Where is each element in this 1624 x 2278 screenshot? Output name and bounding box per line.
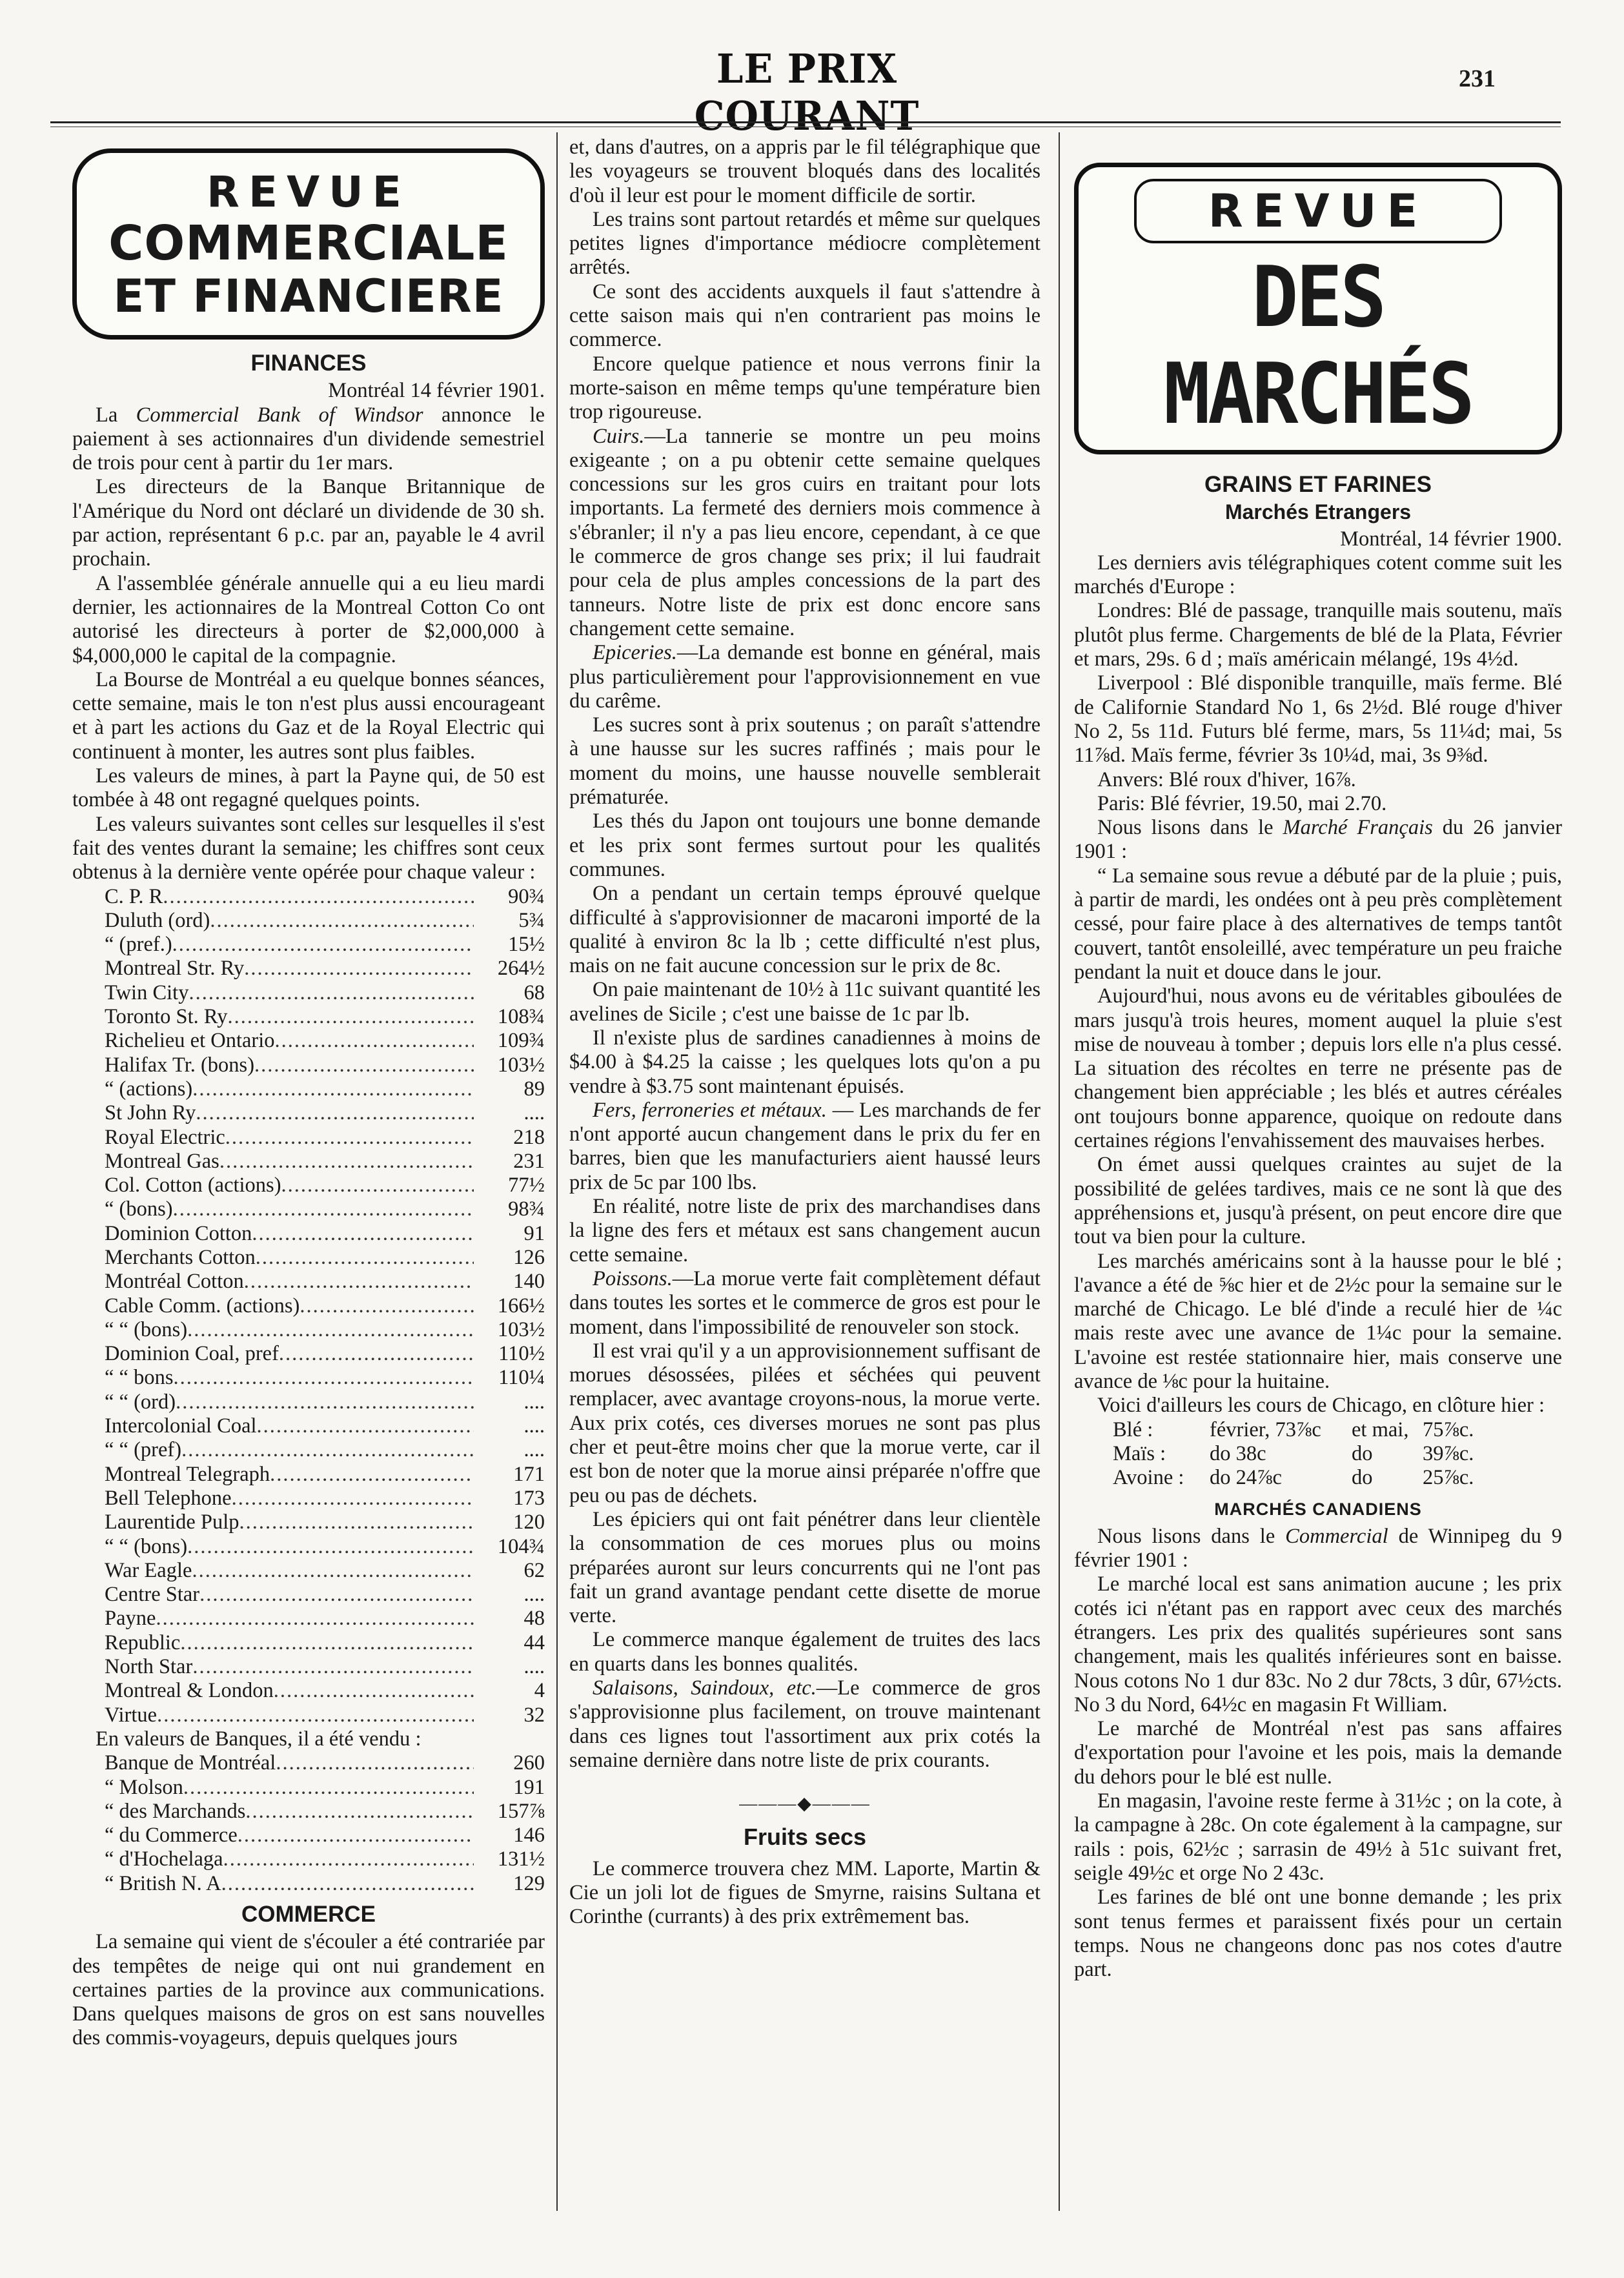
leader-dots	[172, 933, 474, 957]
leader-dots	[163, 885, 474, 909]
list-item	[105, 1414, 545, 1438]
item-value: 32	[523, 1703, 545, 1727]
item-value: 91	[523, 1221, 545, 1245]
column-1	[72, 136, 545, 2051]
leader-dots	[244, 957, 474, 981]
list-item	[105, 1174, 545, 1197]
item-value: 191	[513, 1775, 545, 1799]
paragraph: Les marchés américains sont à la hausse pour le blé ; l'avance a été de ⅝c hier et de 2½c pour la semaine sur le marché de Chicago. Le blé d'inde a reculé hier de ¼c mais reste avec une avance de 1¼c pour la semaine. L'avoine est restée stationnaire hier, mais conserve une avance de ⅛c pour la huitaine.	[1074, 1249, 1562, 1393]
list-item	[105, 1270, 545, 1294]
banner-line-2: COMMERCIALE	[108, 216, 509, 271]
leader-dots	[257, 1414, 474, 1438]
item-name: Laurentide Pulp	[105, 1510, 239, 1534]
section-divider: ———◆———	[739, 1794, 871, 1815]
item-name: Duluth (ord)	[105, 908, 210, 932]
leader-dots	[188, 981, 474, 1005]
item-value: 157⅞	[497, 1799, 545, 1823]
item-value: 110¼	[498, 1366, 545, 1390]
list-item	[105, 1487, 545, 1510]
chicago-m2: 75⅞c.	[1423, 1418, 1474, 1441]
revue-commerciale-banner	[72, 148, 545, 340]
list-item	[105, 1559, 545, 1583]
leader-dots	[232, 1487, 474, 1510]
paragraph: “ La semaine sous revue a débuté par de la pluie ; puis, à partir de mardi, les ondées ont à peu près complètement cessé, pour faire place à des alternatives de temps tantôt couvert, tantôt ensoleillé, avec température un peu fraiche pendant la nuit et douce dans le jour.	[1074, 864, 1562, 984]
banner-line-1: REVUE	[1208, 185, 1428, 238]
epiceries-heading: Epiceries.	[593, 641, 677, 665]
list-item	[105, 1005, 545, 1029]
paragraph: Nous lisons dans le Commercial de Winnipeg du 9 février 1901 :	[1074, 1524, 1563, 1572]
chicago-grain: Blé :	[1113, 1418, 1153, 1441]
paragraph: Les thés du Japon ont toujours une bonne demande et les prix sont fermes surtout pour les qualités communes.	[569, 809, 1040, 881]
item-name: “ (pref.)	[105, 933, 172, 957]
paragraph: Les épiciers qui ont fait pénétrer dans leur clientèle la consommation de ces morues plus ou moins préparées auront sur leurs concurrents qui ne l'ont pas fait un grand avantage pendant cette disette de morue verte.	[569, 1507, 1040, 1628]
chicago-grain: Avoine :	[1113, 1466, 1184, 1490]
item-value: 89	[523, 1077, 545, 1101]
item-name: Merchants Cotton	[105, 1245, 256, 1269]
list-item	[105, 1776, 545, 1800]
leader-dots	[275, 1029, 474, 1053]
salaisons-paragraph: Salaisons, Saindoux, etc.—Le commerce de gros s'approvisionne plus facilement, on trouve maintenant dans ces lignes tout l'assortiment aux prix cotés la semaine dernière dans notre liste de prix courants.	[569, 1676, 1040, 1772]
list-item	[105, 1583, 545, 1607]
chicago-m2: 39⅞c.	[1423, 1441, 1474, 1465]
column-rule-1	[556, 132, 558, 2211]
paragraph: La Commercial Bank of Windsor annonce le paiement à ses actionnaires d'un dividende semestriel de trois pour cent à partir du 1er mars.	[72, 403, 545, 475]
item-value: 5¾	[518, 908, 545, 932]
item-value: 126	[513, 1245, 545, 1269]
leader-dots	[270, 1463, 474, 1487]
chicago-m1: do 38c	[1210, 1441, 1266, 1465]
banner-line-1: REVUE	[207, 167, 411, 217]
list-item	[105, 1751, 545, 1775]
list-item	[105, 1631, 545, 1655]
item-name: War Eagle	[105, 1558, 192, 1582]
leader-dots	[157, 1703, 474, 1727]
column-3	[1074, 136, 1562, 1982]
item-name: “ Molson	[105, 1775, 183, 1799]
leader-dots	[183, 1776, 474, 1800]
leader-dots	[244, 1270, 474, 1294]
list-item	[105, 909, 545, 933]
item-name: “ British N. A	[105, 1871, 221, 1895]
paragraph: Encore quelque patience et nous verrons finir la morte-saison en même temps qu'une température bien trop rigoureuse.	[569, 352, 1040, 424]
leader-dots	[156, 1607, 474, 1631]
item-value: 77½	[508, 1174, 545, 1197]
list-item	[105, 1366, 545, 1390]
item-value: 109¾	[497, 1029, 545, 1053]
item-value: 129	[513, 1871, 545, 1895]
leader-dots	[274, 1679, 474, 1703]
leader-dots	[174, 1366, 474, 1390]
item-value: ....	[523, 1390, 545, 1414]
column-rule-2	[1059, 132, 1060, 2211]
item-value: 166½	[497, 1294, 545, 1317]
item-value: 131½	[497, 1847, 545, 1871]
item-name: Banque de Montréal	[105, 1751, 276, 1775]
item-name: Montreal Str. Ry	[105, 957, 245, 981]
paragraph: Le marché de Montréal n'est pas sans affaires d'exportation pour l'avoine et les pois, mais la demande du dehors pour le blé est nulle.	[1074, 1717, 1562, 1789]
chicago-and: do	[1352, 1466, 1373, 1490]
chicago-row	[1074, 1418, 1562, 1442]
leader-dots	[281, 1174, 474, 1197]
item-value: 108¾	[497, 1005, 545, 1029]
leader-dots	[192, 1655, 474, 1679]
leader-dots	[239, 1510, 474, 1534]
paragraph: Les derniers avis télégraphiques cotent comme suit les marchés d'Europe :	[1074, 551, 1562, 599]
item-value: 171	[513, 1462, 545, 1486]
item-name: Montreal & London	[105, 1679, 274, 1703]
paragraph: Les valeurs de mines, à part la Payne qui, de 50 est tombée à 48 ont regagné quelques points.	[72, 764, 545, 812]
leader-dots	[199, 1583, 474, 1607]
commerce-heading: COMMERCE	[241, 1902, 376, 1927]
item-name: “ des Marchands	[105, 1799, 246, 1823]
list-item	[105, 1053, 545, 1077]
marches-canadiens-heading: MARCHÉS CANADIENS	[1214, 1500, 1422, 1520]
page-number: 231	[1459, 65, 1496, 92]
paragraph: Il est vrai qu'il y a un approvisionnement suffisant de morues désossées, pilées et séchées qui peuvent remplacer, avec avantage croyons-nous, la morue verte. Aux prix cotés, ces diverses morues ne sont pas plus cher et peut-être moins cher que la morue verte, car il est bon de noter que la morue ainsi préparée n'offre que peu ou pas de déchets.	[569, 1339, 1040, 1507]
leader-dots	[223, 1847, 474, 1871]
item-value: ....	[523, 1438, 545, 1462]
paragraph: Anvers: Blé roux d'hiver, 16⅞.	[1097, 768, 1356, 791]
fruits-secs-heading: Fruits secs	[743, 1824, 867, 1851]
paragraph: Aujourd'hui, nous avons eu de véritables giboulées de mars jusqu'à trois heures, moment auquel la pluie s'est mise de nouveau à tomber ; depuis lors elle n'a plus cessé. La situation des récoltes en terre ne présente pas de changement bien appréciable ; les blés et autres céréales ont toujours bonne apparence, quoique on redoute dans certaines régions l'envahissement des mauvaises herbes.	[1074, 984, 1562, 1153]
paragraph: Londres: Blé de passage, tranquille mais soutenu, maïs plutôt plus ferme. Chargements de blé de la Plata, Février et mars, 29s. 6 d ; maïs américain mélangé, 19s 4½d.	[1074, 599, 1562, 671]
cuirs-paragraph: Cuirs.—La tannerie se montre un peu moins exigeante ; on a pu obtenir cette semaine quelques concessions sur les gros cuirs en traitant pour lots importants. La fermeté des derniers mois commence à s'ébranler; il n'y a pas lieu encore, cependant, à ce que le commerce de gros change ses prix; il lui faudrait pour cela de plus amples concessions de la part des tanneurs. Notre liste de prix est donc encore sans changement cette semaine.	[569, 424, 1040, 640]
paragraph: Liverpool : Blé disponible tranquille, maïs ferme. Blé de Californie Standard No 1, 6s 2½d. Blé rouge d'hiver No 2, 5s 11d. Futurs blé ferme, mars, 5s 11¼d; mai, 5s 11⅞d. Maïs ferme, février 3s 10¼d, mai, 3s 9⅜d.	[1074, 671, 1562, 768]
item-value: 103½	[497, 1053, 545, 1077]
finances-heading: FINANCES	[250, 351, 367, 376]
list-item	[105, 957, 545, 981]
item-value: 104¾	[497, 1534, 545, 1558]
item-name: Payne	[105, 1607, 156, 1631]
chicago-m2: 25⅞c.	[1423, 1466, 1474, 1490]
item-name: North Star	[105, 1655, 193, 1679]
paragraph: On paie maintenant de 10½ à 11c suivant quantité les avelines de Sicile ; c'est une baisse de 1c par lb.	[569, 978, 1040, 1026]
list-item	[105, 1463, 545, 1487]
paragraph: Paris: Blé février, 19.50, mai 2.70.	[1097, 791, 1387, 815]
paragraph: Les sucres sont à prix soutenus ; on paraît s'attendre à une hausse sur les sucres raffinés ; mais pour le moment du moins, une hausse nouvelle semblerait prématurée.	[569, 713, 1040, 809]
poissons-paragraph: Poissons.—La morue verte fait complètement défaut dans toutes les sortes et le commerce de gros est pour le moment, dans l'impossibilité de renouveler son stock.	[569, 1266, 1040, 1339]
item-value: 110½	[498, 1342, 545, 1366]
item-name: Cable Comm. (actions)	[105, 1294, 300, 1317]
item-name: Montreal Telegraph	[105, 1462, 270, 1486]
epiceries-paragraph: Epiceries.—La demande est bonne en général, mais plus particulièrement pour l'approvisionnement en vue du carême.	[569, 641, 1040, 713]
item-name: Centre Star	[105, 1583, 200, 1607]
item-name: Intercolonial Coal	[105, 1414, 257, 1438]
banner-line-2: DES MARCHÉS	[1163, 248, 1473, 443]
leader-dots	[245, 1800, 474, 1824]
item-name: “ (actions)	[105, 1077, 193, 1101]
cuirs-heading: Cuirs.	[593, 424, 645, 448]
fers-paragraph: Fers, ferroneries et métaux. — Les marchands de fer n'ont apporté aucun changement dans le prix du fer en barres, bien que les manufacturiers aient haussé leurs prix de 5c par 100 lbs.	[569, 1098, 1040, 1194]
item-name: Twin City	[105, 981, 189, 1004]
leader-dots	[187, 1318, 474, 1342]
item-value: ....	[523, 1414, 545, 1438]
item-name: Virtue	[105, 1703, 157, 1727]
list-item	[105, 1197, 545, 1221]
leader-dots	[180, 1631, 474, 1655]
leader-dots	[252, 1222, 474, 1246]
bank-list	[72, 1751, 545, 1896]
list-item	[105, 1342, 545, 1366]
list-item	[105, 933, 545, 957]
item-value: 62	[523, 1558, 545, 1582]
paragraph: Ce sont des accidents auxquels il faut s'attendre à cette saison mais qui n'en contrarient pas moins le commerce.	[569, 280, 1040, 352]
grains-heading: GRAINS ET FARINES	[1204, 472, 1432, 497]
item-name: C. P. R	[105, 884, 163, 908]
leader-dots	[187, 1535, 474, 1559]
list-item	[105, 1607, 545, 1631]
chicago-row	[1074, 1442, 1562, 1466]
item-name: Montreal Gas	[105, 1149, 219, 1173]
top-rule	[50, 121, 1561, 123]
leader-dots	[276, 1751, 474, 1775]
leader-dots	[299, 1294, 474, 1318]
leader-dots	[228, 1005, 474, 1029]
list-item	[105, 1800, 545, 1824]
paragraph: Voici d'ailleurs les cours de Chicago, en clôture hier :	[1097, 1394, 1545, 1418]
list-item	[105, 1101, 545, 1125]
list-item	[105, 1294, 545, 1318]
item-value: 68	[523, 981, 545, 1004]
list-item	[105, 1077, 545, 1101]
chicago-and: et mai,	[1352, 1418, 1409, 1441]
item-value: 103½	[497, 1317, 545, 1341]
paragraph: En magasin, l'avoine reste ferme à 31½c ; on la cote, à la campagne à 28c. On cote également à la campagne, sur rails : pois, 62½c ; sarrasin de 49½ à 51c suivant fret, seigle 49½c et orge No 2 43c.	[1074, 1789, 1562, 1885]
column-2	[569, 136, 1040, 1929]
leader-dots	[225, 1126, 474, 1150]
chicago-grain: Maïs :	[1113, 1441, 1166, 1465]
paragraph: On a pendant un certain temps éprouvé quelque difficulté à s'approvisionner de macaroni importé de la qualité à environ 8c la lb ; cette difficulté n'est plus, mais on ne fait aucune concession sur le prix de 8c.	[569, 882, 1040, 978]
paragraph: Il n'existe plus de sardines canadiennes à moins de $4.00 à $4.25 la caisse ; les quelques lots qu'on a pu vendre à $3.75 sont maintenant épuisés.	[569, 1026, 1040, 1098]
leader-dots	[192, 1559, 474, 1583]
item-value: 4	[534, 1679, 545, 1703]
leader-dots	[256, 1246, 474, 1270]
leader-dots	[219, 1150, 474, 1174]
list-item	[105, 1824, 545, 1847]
item-value: ....	[523, 1655, 545, 1679]
leader-dots	[210, 909, 474, 933]
stock-list	[72, 885, 545, 1727]
list-item	[105, 1847, 545, 1871]
list-item	[105, 1318, 545, 1342]
item-name: “ “ (bons)	[105, 1534, 188, 1558]
list-item	[105, 885, 545, 909]
leader-dots	[279, 1342, 474, 1366]
item-name: St John Ry	[105, 1101, 196, 1125]
item-value: 173	[513, 1486, 545, 1510]
item-value: 264½	[497, 957, 545, 981]
leader-dots	[176, 1390, 474, 1414]
finances-date: Montréal 14 février 1901.	[328, 379, 545, 403]
leader-dots	[254, 1053, 474, 1077]
paragraph: On émet aussi quelques craintes au sujet de la possibilité de gelées tardives, mais ce ne sont là que des appréhensions et, jusqu'à présent, on peut encore dire que tout va bien pour la culture.	[1074, 1153, 1562, 1249]
paragraph: A l'assemblée générale annuelle qui a eu lieu mardi dernier, les actionnaires de la Montreal Cotton Co ont autorisé les directeurs à porter de $2,000,000 à $4,000,000 le capital de la compagnie.	[72, 571, 545, 667]
item-value: 218	[513, 1125, 545, 1149]
item-name: “ (bons)	[105, 1197, 173, 1221]
item-value: 231	[513, 1149, 545, 1173]
item-name: Republic	[105, 1631, 181, 1654]
grains-date: Montréal, 14 février 1900.	[1340, 527, 1562, 551]
chicago-m1: do 24⅞c	[1210, 1466, 1282, 1490]
list-item	[105, 1246, 545, 1270]
list-item	[105, 1438, 545, 1462]
paragraph: Les farines de blé ont une bonne demande ; les prix sont tenus fermes et paraissent fixés pour un certain temps. Nous ne changeons donc pas nos cotes d'autre part.	[1074, 1886, 1562, 1982]
list-item	[105, 1872, 545, 1896]
item-name: Royal Electric	[105, 1125, 225, 1149]
item-value: 146	[513, 1824, 545, 1847]
item-name: Toronto St. Ry	[105, 1005, 228, 1029]
chicago-and: do	[1352, 1441, 1373, 1465]
masthead	[0, 26, 1624, 139]
list-item	[105, 981, 545, 1005]
item-value: ....	[523, 1583, 545, 1607]
list-item	[105, 1679, 545, 1703]
list-item	[105, 1703, 545, 1727]
item-value: 140	[513, 1270, 545, 1294]
paragraph: Les trains sont partout retardés et même sur quelques petites lignes d'importance médiocre complètement arrêtés.	[569, 207, 1040, 280]
item-value: 260	[513, 1751, 545, 1775]
item-name: Dominion Cotton	[105, 1221, 252, 1245]
chicago-quotes	[1074, 1418, 1562, 1490]
item-value: 15½	[508, 933, 545, 957]
list-item	[105, 1150, 545, 1174]
item-value: 98¾	[508, 1197, 545, 1221]
banner-inner-frame	[1134, 179, 1502, 243]
leader-dots	[181, 1438, 474, 1462]
item-value: 90¾	[508, 884, 545, 908]
leader-dots	[238, 1824, 474, 1847]
marches-etrangers-heading: Marchés Etrangers	[1224, 500, 1412, 524]
paragraph: Le commerce manque également de truites des lacs en quarts dans les bonnes qualités.	[569, 1628, 1040, 1676]
revue-des-marches-banner	[1074, 163, 1562, 454]
leader-dots	[173, 1197, 474, 1221]
masthead-title: LE PRIX COURANT	[694, 45, 920, 139]
paragraph: et, dans d'autres, on a appris par le fil télégraphique que les voyageurs se trouvent bloqués dans des localités d'où il leur est pour le moment difficile de sortir.	[569, 136, 1040, 207]
banks-intro: En valeurs de Banques, il a été vendu :	[96, 1727, 421, 1751]
chicago-m1: février, 73⅞c	[1210, 1418, 1321, 1441]
fers-heading: Fers, ferroneries et métaux.	[593, 1098, 827, 1122]
paragraph: Le commerce trouvera chez MM. Laporte, Martin & Cie un joli lot de figues de Smyrne, raisins Sultana et Corinthe (currants) à des prix extrêmement bas.	[569, 1856, 1040, 1929]
list-item	[105, 1029, 545, 1053]
leader-dots	[196, 1101, 474, 1125]
item-value: 48	[523, 1607, 545, 1631]
item-value: ....	[523, 1101, 545, 1125]
paragraph: En réalité, notre liste de prix des marchandises dans la ligne des fers et métaux est sans changement aucun cette semaine.	[569, 1195, 1040, 1266]
paragraph: La Bourse de Montréal a eu quelque bonnes séances, cette semaine, mais le ton n'est plus aussi encourageant et à part les actions du Gaz et de la Royal Electric qui continuent à monter, les autres sont plus faibles.	[72, 667, 545, 764]
paragraph: Le marché local est sans animation aucune ; les prix cotés ici n'étant pas en rapport avec ceux des marchés étrangers. Les prix des qualités supérieures sont sans changement, mais les qualités inférieures sont en baisse. Nous cotons No 1 dur 83c. No 2 dur 78cts, 3 dûr, 67½cts. No 3 du Nord, 64½c en magasin Ft William.	[1074, 1572, 1562, 1716]
item-value: 44	[523, 1631, 545, 1654]
chicago-row	[1074, 1466, 1562, 1490]
item-name: “ “ (pref)	[105, 1438, 182, 1462]
item-name: Col. Cotton (actions)	[105, 1174, 281, 1197]
list-item	[105, 1222, 545, 1246]
item-name: Bell Telephone	[105, 1486, 232, 1510]
item-name: “ d'Hochelaga	[105, 1847, 223, 1871]
item-name: Montréal Cotton	[105, 1270, 244, 1294]
banner-line-3: ET FINANCIERE	[113, 270, 504, 323]
list-item	[105, 1535, 545, 1559]
list-item	[105, 1126, 545, 1150]
list-item	[105, 1655, 545, 1679]
item-name: “ du Commerce	[105, 1824, 238, 1847]
paragraph: Les directeurs de la Banque Britannique de l'Amérique du Nord ont déclaré un dividende de 30 sh. par action, représentant 6 p.c. par an, payable le 4 avril prochain.	[72, 475, 545, 571]
salaisons-heading: Salaisons, Saindoux, etc.	[593, 1676, 817, 1700]
item-name: Halifax Tr. (bons)	[105, 1053, 255, 1077]
leader-dots	[221, 1872, 474, 1896]
item-name: “ “ (ord)	[105, 1390, 176, 1414]
item-name: Dominion Coal, pref	[105, 1342, 279, 1366]
item-name: Richelieu et Ontario	[105, 1029, 275, 1053]
list-item	[105, 1390, 545, 1414]
paragraph: Nous lisons dans le Marché Français du 26 janvier 1901 :	[1074, 816, 1563, 864]
paragraph: La semaine qui vient de s'écouler a été contrariée par des tempêtes de neige qui ont nui grandement en certaines parties de la province aux communications. Dans quelques maisons de gros on est sans nouvelles des commis-voyageurs, depuis quelques jours	[72, 1930, 545, 2050]
leader-dots	[192, 1077, 474, 1101]
paragraph: Les valeurs suivantes sont celles sur lesquelles il s'est fait des ventes durant la semaine; les chiffres sont ceux obtenus à la dernière vente opérée pour chaque valeur :	[72, 812, 545, 884]
list-item	[105, 1510, 545, 1534]
item-value: 120	[513, 1510, 545, 1534]
item-name: “ “ (bons)	[105, 1317, 188, 1341]
poissons-heading: Poissons.	[593, 1266, 673, 1290]
item-name: “ “ bons	[105, 1366, 174, 1390]
